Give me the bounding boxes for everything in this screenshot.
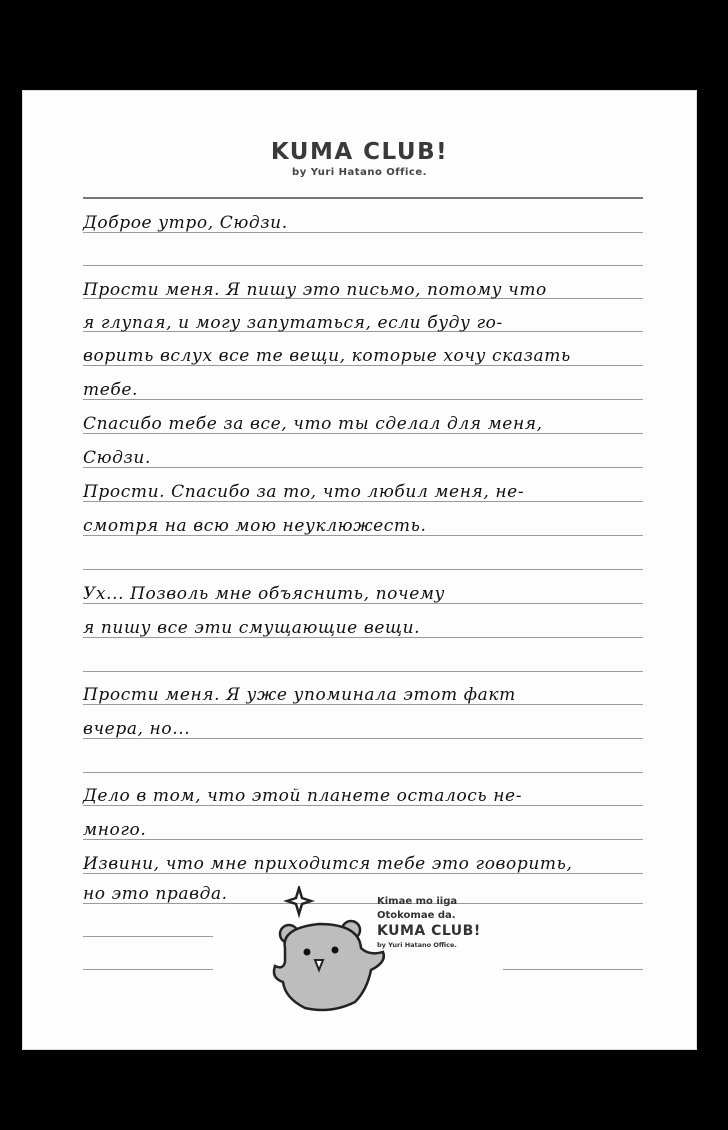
stamp-line-2: Otokomae da. [377,910,456,921]
letter-line: Прости меня. Я пишу это письмо, потому что [83,280,547,300]
letter-line: смотря на всю мою неуклюжесть. [83,516,427,536]
letter-line: Доброе утро, Сюдзи. [83,213,288,233]
page-subtitle: by Yuri Hatano Office. [292,167,427,178]
letter-line: Прости меня. Я уже упоминала этот факт [83,685,516,705]
bear-mascot-icon [271,886,391,1026]
letter-line: Спасибо тебе за все, что ты сделал для меня, [83,414,543,434]
letter-paper [22,90,697,1050]
letter-line: ворить вслух все те вещи, которые хочу сказать [83,346,571,366]
letter-line: но это правда. [83,884,228,904]
ruled-line [83,265,643,266]
letter-line: я пишу все эти смущающие вещи. [83,618,421,638]
letter-line: много. [83,820,147,840]
letter-line: Ух... Позволь мне объяснить, почему [83,584,446,604]
ruled-line [503,969,643,970]
letter-line: я глупая, и могу запутаться, если буду го- [83,313,503,333]
stamp-credit: by Yuri Hatano Office. [377,941,457,949]
stamp-line-1: Kimae mo iiga [377,896,458,907]
ruled-line [83,569,643,570]
ruled-line [83,969,213,970]
stamp-title: KUMA CLUB! [377,923,481,939]
letter-line: Извини, что мне приходится тебе это говорить, [83,854,573,874]
ruled-line [503,903,643,904]
letter-line: Прости. Спасибо за то, что любил меня, не- [83,482,525,502]
ruled-line [83,936,213,937]
ruled-line [83,772,643,773]
letter-line: вчера, но... [83,719,191,739]
ruled-line [83,671,643,672]
kuma-club-stamp [271,886,501,1026]
letter-line: Сюдзи. [83,448,151,468]
letter-line: Дело в том, что этой планете осталось не- [83,786,523,806]
header-rule [83,197,643,199]
letter-line: тебе. [83,380,139,400]
page-title: KUMA CLUB! [270,139,449,165]
